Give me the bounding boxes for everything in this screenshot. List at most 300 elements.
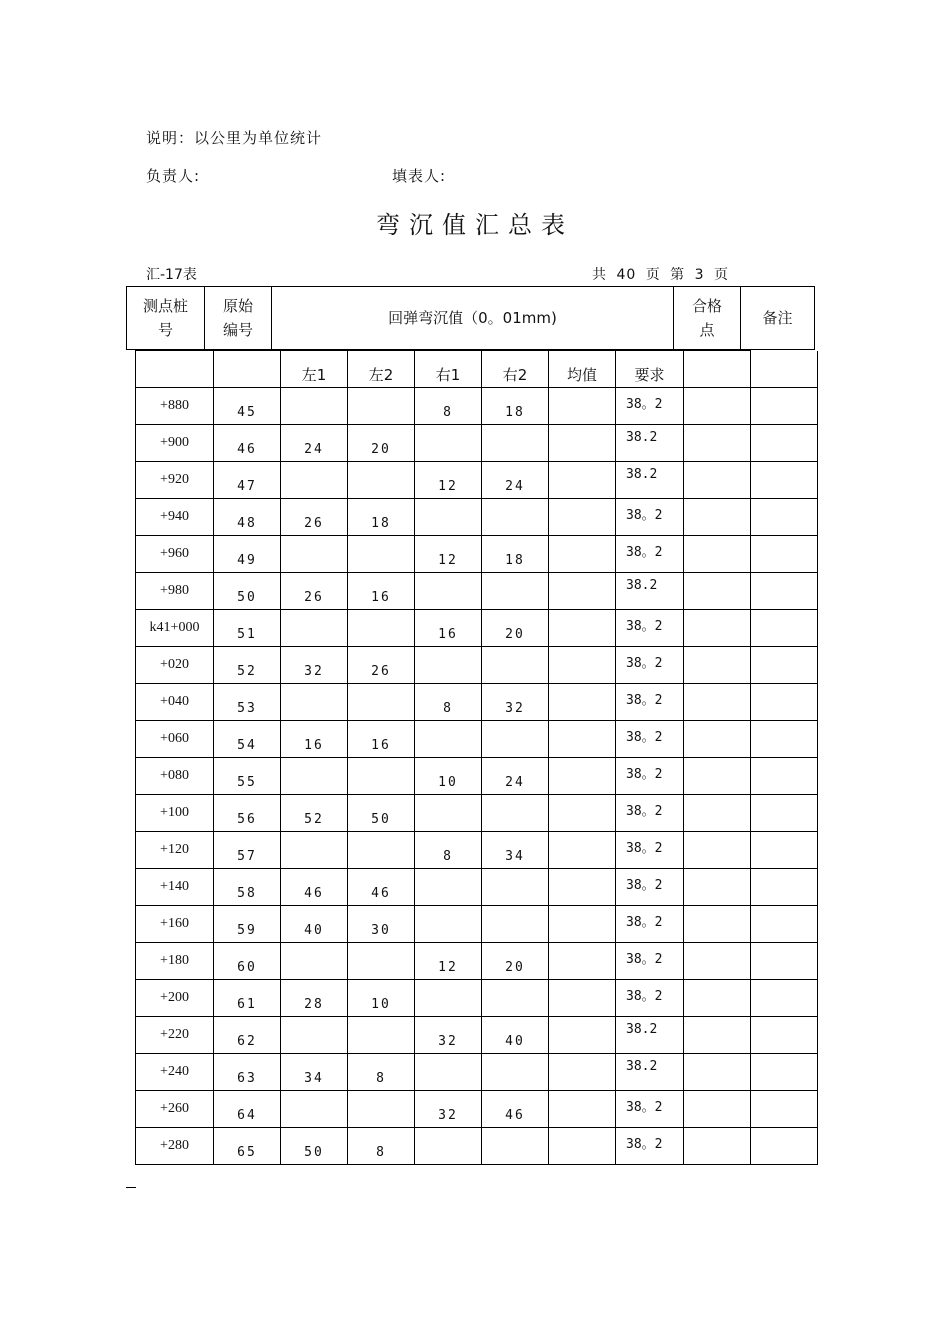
remark-cell <box>751 832 818 869</box>
left2-cell <box>348 980 415 1017</box>
left2-cell-value: 50 <box>371 812 391 827</box>
right1-cell <box>415 721 482 758</box>
left2-cell <box>348 499 415 536</box>
right1-cell <box>415 1091 482 1128</box>
subheader-empty-qualified <box>684 351 751 388</box>
station-cell-value: +280 <box>160 1138 189 1153</box>
qualified-cell <box>684 647 751 684</box>
left1-cell <box>281 1128 348 1165</box>
left2-cell <box>348 1091 415 1128</box>
left2-cell <box>348 869 415 906</box>
page-info: 共 40 页 第 3 页 <box>592 267 729 283</box>
original-number-cell <box>214 647 281 684</box>
left1-cell <box>281 647 348 684</box>
qualified-cell <box>684 1054 751 1091</box>
right2-cell <box>482 573 549 610</box>
requirement-cell-value: 38。2 <box>626 767 663 782</box>
qualified-cell <box>684 536 751 573</box>
right2-cell <box>482 1017 549 1054</box>
right2-cell <box>482 1128 549 1165</box>
original-number-cell <box>214 536 281 573</box>
original-number-cell <box>214 425 281 462</box>
right2-cell-value: 46 <box>505 1108 525 1123</box>
mean-cell <box>549 832 616 869</box>
original-number-cell <box>214 795 281 832</box>
requirement-cell <box>616 758 684 795</box>
right1-cell-value: 8 <box>443 849 453 864</box>
remark-cell <box>751 1128 818 1165</box>
original-number-cell-value: 50 <box>237 590 257 605</box>
remark-cell <box>751 610 818 647</box>
station-cell-value: +100 <box>160 805 189 820</box>
station-cell <box>136 795 214 832</box>
station-cell <box>136 499 214 536</box>
remark-cell <box>751 1091 818 1128</box>
requirement-cell-value: 38。2 <box>626 656 663 671</box>
subheader-right2: 右2 <box>482 351 549 388</box>
qualified-cell <box>684 499 751 536</box>
right2-cell-value: 20 <box>505 627 525 642</box>
subheader-requirement: 要求 <box>616 351 684 388</box>
right1-cell <box>415 388 482 425</box>
table-edge-mark <box>126 1187 136 1188</box>
left2-cell <box>348 943 415 980</box>
left2-cell <box>348 425 415 462</box>
original-number-cell-value: 58 <box>237 886 257 901</box>
right1-cell <box>415 536 482 573</box>
subheader-empty-station <box>136 351 214 388</box>
table-row <box>136 1091 818 1128</box>
left1-cell <box>281 610 348 647</box>
left2-cell-value: 30 <box>371 923 391 938</box>
table-row <box>136 1128 818 1165</box>
right2-cell-value: 18 <box>505 405 525 420</box>
left2-cell-value: 20 <box>371 442 391 457</box>
left2-cell-value: 8 <box>376 1145 386 1160</box>
original-number-cell-value: 45 <box>237 405 257 420</box>
requirement-cell-value: 38。2 <box>626 1100 663 1115</box>
right2-cell-value: 40 <box>505 1034 525 1049</box>
original-number-cell <box>214 906 281 943</box>
left1-cell <box>281 573 348 610</box>
original-number-cell-value: 63 <box>237 1071 257 1086</box>
station-cell <box>136 721 214 758</box>
table-row <box>136 1017 818 1054</box>
right2-cell <box>482 832 549 869</box>
station-cell <box>136 573 214 610</box>
remark-cell <box>751 1017 818 1054</box>
left1-cell <box>281 980 348 1017</box>
table-row <box>136 721 818 758</box>
mean-cell <box>549 425 616 462</box>
left2-cell-value: 16 <box>371 738 391 753</box>
requirement-cell <box>616 610 684 647</box>
station-cell <box>136 758 214 795</box>
original-number-cell <box>214 721 281 758</box>
requirement-cell-value: 38。2 <box>626 545 663 560</box>
requirement-cell-value: 38。2 <box>626 915 663 930</box>
right2-cell <box>482 388 549 425</box>
mean-cell <box>549 684 616 721</box>
station-cell <box>136 832 214 869</box>
remark-cell <box>751 573 818 610</box>
right1-cell <box>415 647 482 684</box>
right2-cell <box>482 610 549 647</box>
subheader-left2: 左2 <box>348 351 415 388</box>
mean-cell <box>549 536 616 573</box>
right2-cell <box>482 462 549 499</box>
original-number-cell <box>214 869 281 906</box>
left2-cell <box>348 1054 415 1091</box>
table-row <box>136 1054 818 1091</box>
station-cell-value: +900 <box>160 435 189 450</box>
station-cell <box>136 943 214 980</box>
right2-cell-value: 32 <box>505 701 525 716</box>
mean-cell <box>549 980 616 1017</box>
left2-cell-value: 18 <box>371 516 391 531</box>
original-number-cell <box>214 462 281 499</box>
requirement-cell <box>616 869 684 906</box>
right2-cell <box>482 795 549 832</box>
left2-cell <box>348 684 415 721</box>
requirement-cell <box>616 573 684 610</box>
right1-cell <box>415 684 482 721</box>
left2-cell <box>348 906 415 943</box>
right1-cell <box>415 980 482 1017</box>
station-cell-value: +240 <box>160 1064 189 1079</box>
station-cell <box>136 906 214 943</box>
right2-cell <box>482 1054 549 1091</box>
original-number-cell <box>214 684 281 721</box>
mean-cell <box>549 499 616 536</box>
mean-cell <box>549 795 616 832</box>
left1-cell <box>281 499 348 536</box>
right1-cell <box>415 462 482 499</box>
left1-cell-value: 46 <box>304 886 324 901</box>
left2-cell-value: 26 <box>371 664 391 679</box>
left2-cell <box>348 536 415 573</box>
table-row <box>136 388 818 425</box>
station-cell <box>136 869 214 906</box>
right1-cell-value: 12 <box>438 553 458 568</box>
table-row <box>136 943 818 980</box>
qualified-cell <box>684 758 751 795</box>
subheader-empty-remark <box>751 351 818 388</box>
right1-cell-value: 12 <box>438 960 458 975</box>
left2-cell <box>348 610 415 647</box>
requirement-cell-value: 38。2 <box>626 804 663 819</box>
right1-cell-value: 8 <box>443 405 453 420</box>
left2-cell-value: 46 <box>371 886 391 901</box>
original-number-cell-value: 55 <box>237 775 257 790</box>
table-row <box>136 832 818 869</box>
mean-cell <box>549 758 616 795</box>
station-cell-value: +220 <box>160 1027 189 1042</box>
left1-cell-value: 28 <box>304 997 324 1012</box>
mean-cell <box>549 1017 616 1054</box>
left1-cell <box>281 832 348 869</box>
original-number-cell <box>214 980 281 1017</box>
subheader-row <box>136 351 818 388</box>
left2-cell <box>348 1128 415 1165</box>
right2-cell <box>482 980 549 1017</box>
left1-cell-value: 50 <box>304 1145 324 1160</box>
requirement-cell-value: 38。2 <box>626 1137 663 1152</box>
remark-cell <box>751 795 818 832</box>
left1-cell <box>281 758 348 795</box>
requirement-cell-value: 38。2 <box>626 508 663 523</box>
requirement-cell-value: 38。2 <box>626 841 663 856</box>
left1-cell <box>281 1091 348 1128</box>
station-cell <box>136 462 214 499</box>
original-number-cell <box>214 1128 281 1165</box>
requirement-cell <box>616 906 684 943</box>
remark-cell <box>751 536 818 573</box>
right2-cell <box>482 906 549 943</box>
document-title: 弯沉值汇总表 <box>376 211 574 239</box>
qualified-cell <box>684 943 751 980</box>
requirement-cell <box>616 388 684 425</box>
table-row <box>136 980 818 1017</box>
left1-cell-value: 52 <box>304 812 324 827</box>
qualified-cell <box>684 684 751 721</box>
station-cell-value: +160 <box>160 916 189 931</box>
requirement-cell <box>616 1017 684 1054</box>
left1-cell <box>281 388 348 425</box>
original-number-cell <box>214 943 281 980</box>
right1-cell-value: 32 <box>438 1108 458 1123</box>
responsible-label: 负责人: <box>146 167 201 185</box>
original-number-cell-value: 57 <box>237 849 257 864</box>
mean-cell <box>549 1091 616 1128</box>
table-row <box>136 499 818 536</box>
requirement-cell <box>616 684 684 721</box>
remark-cell <box>751 869 818 906</box>
station-cell <box>136 1054 214 1091</box>
station-cell-value: +080 <box>160 768 189 783</box>
subheader-empty-number <box>214 351 281 388</box>
requirement-cell <box>616 462 684 499</box>
station-cell <box>136 684 214 721</box>
header-deflection: 回弹弯沉值（0。01mm) <box>271 286 674 350</box>
requirement-cell-value: 38.2 <box>626 430 658 445</box>
remark-cell <box>751 684 818 721</box>
table-row <box>136 425 818 462</box>
left2-cell <box>348 388 415 425</box>
right1-cell <box>415 758 482 795</box>
station-cell-value: +960 <box>160 546 189 561</box>
qualified-cell <box>684 1017 751 1054</box>
table-row <box>136 758 818 795</box>
station-cell-value: +020 <box>160 657 189 672</box>
table-row <box>136 536 818 573</box>
requirement-cell-value: 38。2 <box>626 730 663 745</box>
left1-cell <box>281 425 348 462</box>
left2-cell <box>348 758 415 795</box>
right2-cell-value: 34 <box>505 849 525 864</box>
left2-cell <box>348 462 415 499</box>
original-number-cell <box>214 610 281 647</box>
station-cell-value: +180 <box>160 953 189 968</box>
right1-cell-value: 8 <box>443 701 453 716</box>
left1-cell-value: 26 <box>304 516 324 531</box>
table-row <box>136 906 818 943</box>
qualified-cell <box>684 610 751 647</box>
original-number-cell-value: 56 <box>237 812 257 827</box>
subheader-right1: 右1 <box>415 351 482 388</box>
original-number-cell <box>214 388 281 425</box>
original-number-cell-value: 53 <box>237 701 257 716</box>
mean-cell <box>549 462 616 499</box>
right1-cell-value: 10 <box>438 775 458 790</box>
requirement-cell-value: 38.2 <box>626 578 658 593</box>
right2-cell <box>482 869 549 906</box>
qualified-cell <box>684 1091 751 1128</box>
remark-cell <box>751 758 818 795</box>
right1-cell-value: 16 <box>438 627 458 642</box>
station-cell-value: +060 <box>160 731 189 746</box>
right1-cell <box>415 832 482 869</box>
original-number-cell-value: 46 <box>237 442 257 457</box>
mean-cell <box>549 869 616 906</box>
requirement-cell-value: 38。2 <box>626 878 663 893</box>
remark-cell <box>751 388 818 425</box>
left1-cell <box>281 1017 348 1054</box>
original-number-cell <box>214 832 281 869</box>
remark-cell <box>751 1054 818 1091</box>
left1-cell <box>281 462 348 499</box>
subheader-mean: 均值 <box>549 351 616 388</box>
original-number-cell-value: 60 <box>237 960 257 975</box>
requirement-cell <box>616 425 684 462</box>
right1-cell <box>415 425 482 462</box>
original-number-cell <box>214 499 281 536</box>
original-number-cell-value: 52 <box>237 664 257 679</box>
station-cell-value: +880 <box>160 398 189 413</box>
right2-cell <box>482 425 549 462</box>
original-number-cell-value: 65 <box>237 1145 257 1160</box>
right2-cell-value: 18 <box>505 553 525 568</box>
mean-cell <box>549 1128 616 1165</box>
requirement-cell <box>616 795 684 832</box>
station-cell-value: +140 <box>160 879 189 894</box>
left1-cell <box>281 721 348 758</box>
station-cell <box>136 980 214 1017</box>
requirement-cell-value: 38。2 <box>626 397 663 412</box>
right2-cell <box>482 1091 549 1128</box>
header-original-number: 原始编号 <box>204 286 272 350</box>
remark-cell <box>751 462 818 499</box>
requirement-cell <box>616 980 684 1017</box>
left2-cell <box>348 647 415 684</box>
original-number-cell-value: 59 <box>237 923 257 938</box>
right2-cell <box>482 758 549 795</box>
qualified-cell <box>684 1128 751 1165</box>
remark-cell <box>751 499 818 536</box>
right1-cell <box>415 906 482 943</box>
header-qualified: 合格点 <box>673 286 741 350</box>
mean-cell <box>549 721 616 758</box>
qualified-cell <box>684 462 751 499</box>
station-cell <box>136 647 214 684</box>
left2-cell-value: 16 <box>371 590 391 605</box>
right2-cell <box>482 684 549 721</box>
remark-cell <box>751 906 818 943</box>
qualified-cell <box>684 980 751 1017</box>
form-number: 汇-17表 <box>146 267 197 283</box>
left1-cell <box>281 684 348 721</box>
right2-cell <box>482 721 549 758</box>
station-cell <box>136 388 214 425</box>
original-number-cell-value: 54 <box>237 738 257 753</box>
left1-cell-value: 16 <box>304 738 324 753</box>
remark-cell <box>751 943 818 980</box>
filler-label: 填表人: <box>392 167 447 185</box>
qualified-cell <box>684 906 751 943</box>
requirement-cell-value: 38.2 <box>626 467 658 482</box>
station-cell <box>136 425 214 462</box>
station-cell <box>136 1017 214 1054</box>
original-number-cell <box>214 1017 281 1054</box>
requirement-cell-value: 38.2 <box>626 1022 658 1037</box>
station-cell <box>136 536 214 573</box>
original-number-cell-value: 64 <box>237 1108 257 1123</box>
left1-cell-value: 40 <box>304 923 324 938</box>
left1-cell-value: 32 <box>304 664 324 679</box>
station-cell <box>136 610 214 647</box>
original-number-cell-value: 49 <box>237 553 257 568</box>
left1-cell <box>281 943 348 980</box>
table-row <box>136 573 818 610</box>
station-cell-value: k41+000 <box>149 620 200 635</box>
qualified-cell <box>684 573 751 610</box>
left2-cell <box>348 721 415 758</box>
left2-cell <box>348 573 415 610</box>
station-cell-value: +980 <box>160 583 189 598</box>
right1-cell <box>415 610 482 647</box>
requirement-cell <box>616 943 684 980</box>
remark-cell <box>751 425 818 462</box>
left1-cell-value: 24 <box>304 442 324 457</box>
requirement-cell <box>616 721 684 758</box>
table-row <box>136 610 818 647</box>
station-cell-value: +920 <box>160 472 189 487</box>
left1-cell <box>281 1054 348 1091</box>
right2-cell <box>482 647 549 684</box>
note-text: 说明：以公里为单位统计 <box>146 129 323 147</box>
right1-cell <box>415 869 482 906</box>
table-row <box>136 684 818 721</box>
station-cell-value: +940 <box>160 509 189 524</box>
left2-cell-value: 10 <box>371 997 391 1012</box>
left1-cell-value: 34 <box>304 1071 324 1086</box>
right1-cell <box>415 573 482 610</box>
station-cell-value: +040 <box>160 694 189 709</box>
table-row <box>136 647 818 684</box>
requirement-cell <box>616 536 684 573</box>
qualified-cell <box>684 425 751 462</box>
qualified-cell <box>684 795 751 832</box>
original-number-cell-value: 61 <box>237 997 257 1012</box>
station-cell-value: +200 <box>160 990 189 1005</box>
subheader-left1: 左1 <box>281 351 348 388</box>
mean-cell <box>549 647 616 684</box>
right1-cell <box>415 499 482 536</box>
left2-cell <box>348 1017 415 1054</box>
remark-cell <box>751 980 818 1017</box>
requirement-cell <box>616 647 684 684</box>
right2-cell <box>482 536 549 573</box>
